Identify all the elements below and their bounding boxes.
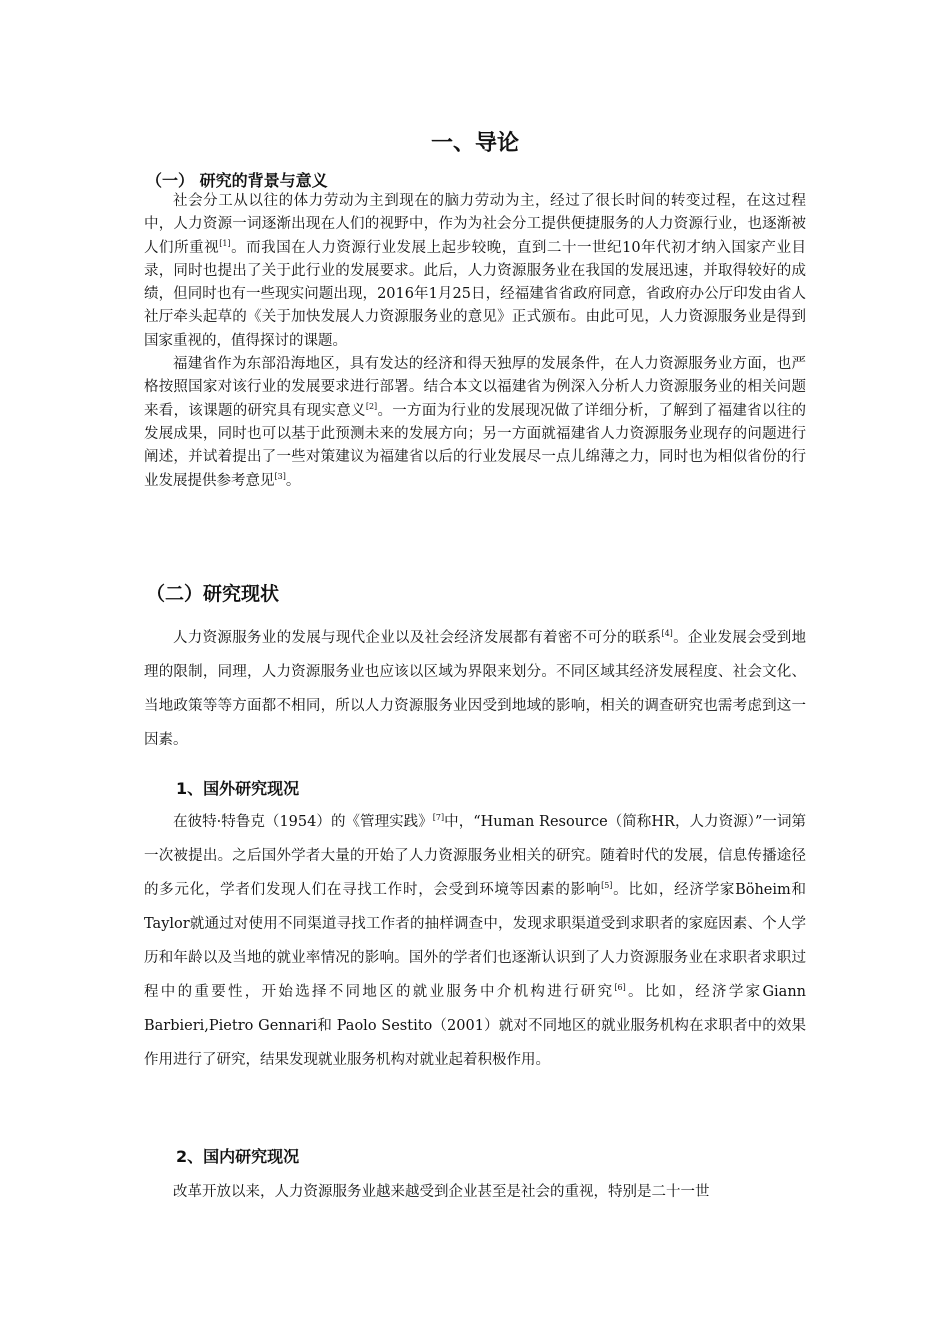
paragraph-text: 社会分工从以往的体力劳动为主到现在的脑力劳动为主，经过了很长时间的转变过程，在这过程中，人力资源一词逐渐出现在人们的视野中，作为为社会分工提供便捷服务的人力资源行业，也逐渐被人们所重视: [144, 193, 806, 256]
paragraph: [144, 353, 806, 493]
section-heading-status: （二）研究现状: [146, 583, 280, 605]
citation-ref: [7]: [432, 813, 445, 823]
paragraph-text: 中，“Human Resource（简称HR，人力资源）”一词第一次被提出。之后国外学者大量的开始了人力资源服务业相关的研究。随着时代的发展，信息传播途径的多元化，学者们发现人们在寻找工作时，会受到环境等因素的影响: [144, 814, 807, 898]
paragraph: [144, 805, 806, 1077]
citation-ref: [1]: [219, 238, 231, 248]
paragraph-text: 改革开放以来，人力资源服务业越来越受到企业甚至是社会的重视，特别是二十一世: [173, 1184, 710, 1200]
paragraph-text: 。一方面为行业的发展现况做了详细分析，了解到了福建省以往的发展成果，同时也可以基于此预测未来的发展方向；另一方面就福建省人力资源服务业现存的问题进行阐述，并试着提出了一些对策建议为福建省以后的行业发展尽一点儿绵薄之力，同时也为相似省份的行业发展提供参考意见: [144, 402, 807, 489]
paragraph-text: 。比如，经济学家Böheim和Taylor就通过对使用不同渠道寻找工作者的抽样调查中，发现求职渠道受到求职者的家庭因素、个人学历和年龄以及当地的就业率情况的影响。国外的学者们也逐渐认识到了人力资源服务业在求职者求职过程中的重要性，开始选择不同地区的就业服务中介机构进行研究: [144, 882, 806, 1000]
citation-ref: [5]: [601, 881, 613, 891]
section-background-body: [144, 190, 806, 493]
paragraph-text: 。比如，经济学家Giann Barbieri,Pietro Gennari和 Paolo Sestito（2001）就对不同地区的就业服务机构在求职者中的效果作用进行了研究，结果发现就业服务机构对就业起着积极作用。: [144, 984, 806, 1068]
paragraph-text: 福建省作为东部沿海地区，具有发达的经济和得天独厚的发展条件，在人力资源服务业方面，也严格按照国家对该行业的发展要求进行部署。结合本文以福建省为例深入分析人力资源服务业的相关问题来看，该课题的研究具有现实意义: [144, 356, 806, 419]
paragraph: [144, 190, 806, 353]
paragraph-text: 。而我国在人力资源行业发展上起步较晚，直到二十一世纪10年代初才纳入国家产业目录，同时也提出了关于此行业的发展要求。此后，人力资源服务业在我国的发展迅速，并取得较好的成绩，但同时也有一些现实问题出现，2016年1月25日，经福建省省政府同意，省政府办公厅印发由省人社厅牵头起草的《关于加快发展人力资源服务业的意见》正式颁布。由此可见，人力资源服务业是得到国家重视的，值得探讨的课题。: [144, 239, 806, 349]
citation-ref: [2]: [365, 401, 378, 411]
subsection-heading-domestic: 2、国内研究现况: [176, 1147, 300, 1166]
subsection-heading-foreign: 1、国外研究现况: [176, 779, 300, 798]
subsection-foreign-body: [144, 805, 806, 1077]
paragraph: [144, 621, 806, 757]
subsection-domestic-body: [144, 1175, 806, 1209]
paragraph-text: 在彼特·特鲁克（1954）的《管理实践》: [173, 814, 433, 830]
paragraph-text: 。企业发展会受到地理的限制，同理，人力资源服务业也应该以区域为界限来划分。不同区域其经济发展程度、社会文化、当地政策等等方面都不相同，所以人力资源服务业因受到地域的影响，相关的调查研究也需考虑到这一因素。: [144, 630, 807, 748]
citation-ref: [3]: [274, 471, 286, 481]
section-heading-background: （一） 研究的背景与意义: [146, 171, 328, 190]
chapter-title: 一、导论: [430, 131, 519, 156]
section-status-intro: [144, 621, 806, 757]
citation-ref: [6]: [614, 983, 626, 993]
paragraph: [144, 1175, 806, 1209]
paragraph-text: 人力资源服务业的发展与现代企业以及社会经济发展都有着密不可分的联系: [173, 630, 662, 646]
citation-ref: [4]: [661, 629, 673, 639]
paragraph-text: 。: [285, 472, 301, 489]
